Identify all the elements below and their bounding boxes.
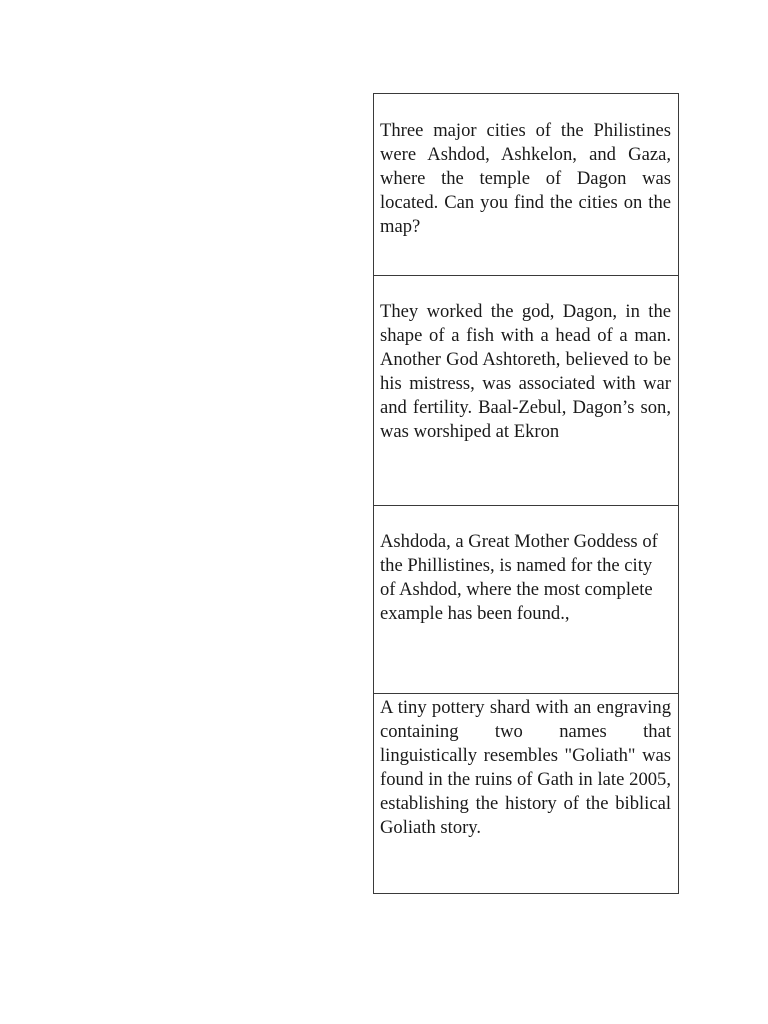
cell-goliath-shard: A tiny pottery shard with an engraving containing two names that linguistically resembles "Goliath" was found in the ruins of Gath in late 2005, establishing the history of the biblical Goliath story. <box>380 697 671 838</box>
cell-dagon-worship: They worked the god, Dagon, in the shape of a fish with a head of a man. Another God Ashtoreth, believed to be his mistress, was associated with war and fertility. Baal-Zebul, Dagon’s son, was worshiped at Ekron <box>374 276 678 506</box>
cell-philistine-cities: Three major cities of the Philistines were Ashdod, Ashkelon, and Gaza, where the temple of Dagon was located. Can you find the cities on the map? <box>374 94 678 276</box>
text-box-table <box>373 93 679 894</box>
cell-ashdoda-goddess: Ashdoda, a Great Mother Goddess of the Phillistines, is named for the city of Ashdod, where the most complete example has been found., <box>374 506 678 694</box>
